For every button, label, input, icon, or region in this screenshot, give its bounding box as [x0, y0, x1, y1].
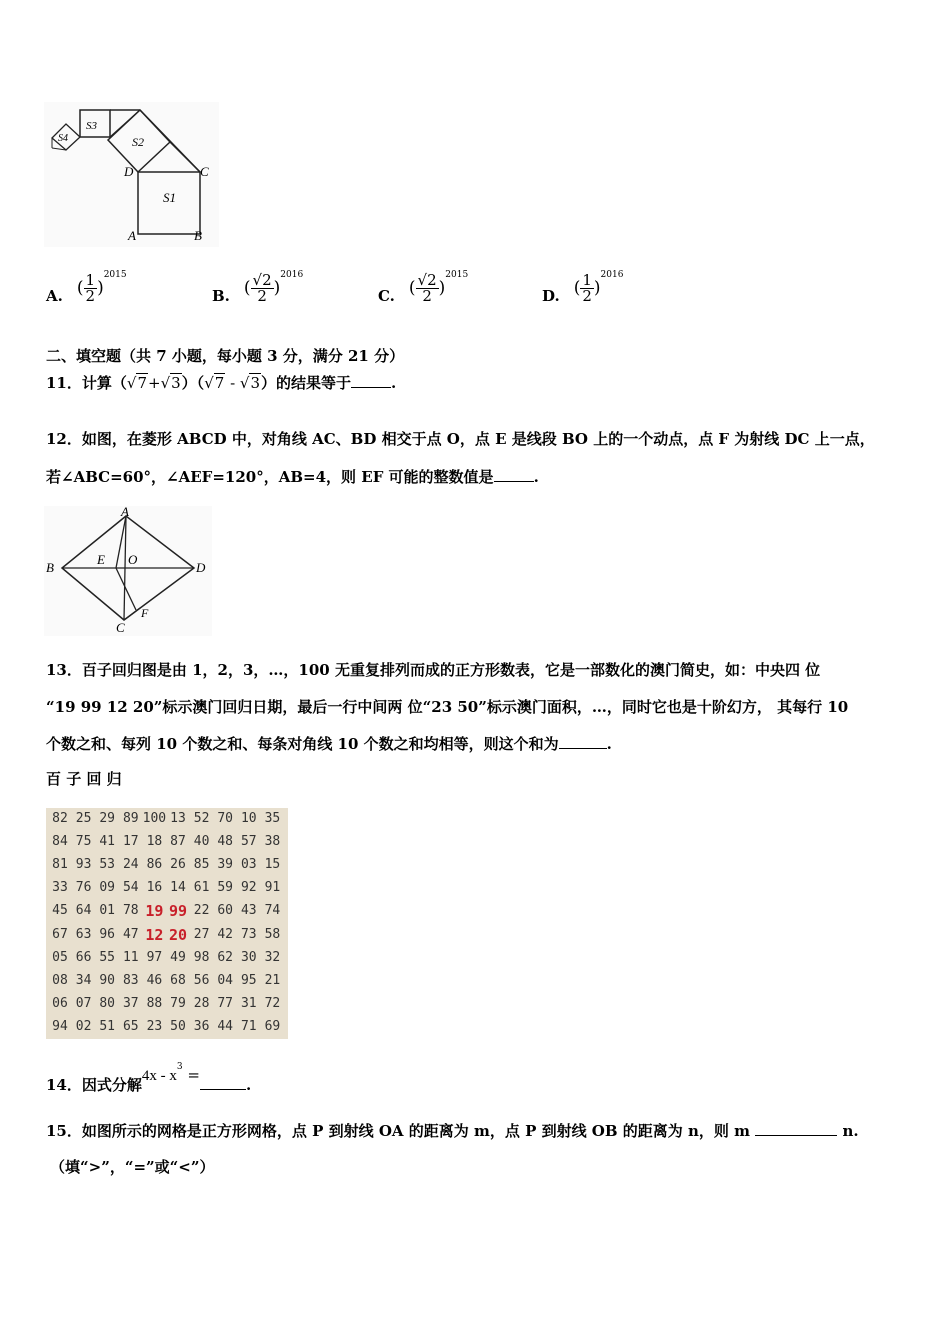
- magic-square-cell: 31: [240, 995, 257, 1011]
- question-15-line2: （填“>”，“=”或“<”）: [50, 1158, 215, 1176]
- rhombus-figure: [44, 506, 212, 636]
- magic-square-cell: 90: [99, 972, 116, 988]
- magic-square-cell: 03: [240, 857, 257, 873]
- option-b: B. ( $\frac{√2}{2}$ ) 2016: [212, 270, 304, 305]
- magic-square-cell: 95: [240, 972, 257, 988]
- answer-blank-12: [494, 481, 534, 482]
- fraction: $\frac{1}{2}$: [582, 270, 592, 305]
- option-letter: B.: [212, 287, 230, 305]
- label-A: A: [121, 506, 129, 519]
- magic-square-cell: 38: [264, 834, 281, 850]
- magic-square-cell: 52: [193, 811, 210, 826]
- magic-square-cell: 29: [99, 811, 116, 826]
- magic-square-cell: 67: [52, 926, 68, 942]
- magic-square-cell: 79: [170, 995, 186, 1011]
- question-11: 11．计算（√7+√3）（√7 - √3）的结果等于 .: [46, 374, 397, 392]
- magic-square-cell: 24: [122, 857, 139, 873]
- magic-square-cell: 17: [122, 834, 139, 850]
- fraction: $\frac{1}{2}$: [85, 270, 96, 305]
- label-B: B: [194, 228, 202, 243]
- magic-square-cell: 49: [170, 949, 186, 965]
- magic-square-cell: 75: [75, 834, 92, 850]
- figure-caption: 百 子 回 归: [46, 770, 122, 788]
- magic-square-cell: 20: [168, 925, 188, 944]
- magic-square-cell: 21: [264, 972, 281, 988]
- magic-square-cell: 30: [240, 949, 257, 965]
- magic-square-cell: 93: [75, 857, 92, 873]
- magic-square-cell: 64: [75, 903, 92, 919]
- option-letter: D.: [542, 287, 560, 305]
- magic-square-cell: 23: [146, 1018, 163, 1034]
- magic-square-cell: 54: [122, 880, 139, 896]
- magic-square-cell: 70: [217, 811, 234, 826]
- magic-square-image: [46, 808, 288, 1039]
- magic-square-cell: 59: [217, 880, 234, 896]
- label-s4: S4: [58, 133, 68, 144]
- magic-square-cell: 26: [170, 857, 186, 873]
- magic-square-cell: 42: [217, 926, 234, 942]
- magic-square-cell: 41: [99, 834, 116, 850]
- label-s3: S3: [86, 120, 97, 132]
- magic-square-cell: 09: [99, 880, 116, 896]
- magic-square-cell: 66: [75, 949, 92, 965]
- magic-square-cell: 84: [52, 834, 68, 850]
- magic-square-cell: 04: [217, 972, 234, 988]
- magic-square-cell: 85: [193, 857, 210, 873]
- exponent: 2016: [600, 270, 624, 280]
- question-15-line1: 15．如图所示的网格是正方形网格，点 P 到射线 OA 的距离为 m，点 P 到射线 OB 的距离为 n，则 m n.: [46, 1122, 859, 1140]
- label-C: C: [200, 164, 209, 179]
- answer-blank-11: [351, 387, 391, 388]
- magic-square-cell: 22: [193, 903, 210, 919]
- question-13-line3: 个数之和、每列 10 个数之和、每条对角线 10 个数之和均相等，则这个和为 .: [46, 735, 612, 753]
- magic-square-cell: 57: [240, 834, 257, 850]
- magic-square-cell: 01: [99, 903, 116, 919]
- label-s1: S1: [163, 190, 176, 205]
- fraction: $\frac{√2}{2}$: [417, 270, 437, 305]
- magic-square-cell: 15: [264, 857, 281, 873]
- magic-square-cell: 46: [146, 972, 163, 988]
- option-letter: C.: [378, 287, 395, 305]
- magic-square-cell: 10: [240, 811, 257, 826]
- magic-square-cell: 97: [146, 949, 163, 965]
- magic-square-cell: 63: [75, 926, 92, 942]
- magic-square-cell: 25: [75, 811, 92, 826]
- magic-square-cell: 60: [217, 903, 234, 919]
- label-C: C: [116, 620, 125, 635]
- magic-square-cell: 53: [99, 857, 116, 873]
- magic-square-cell: 91: [264, 880, 281, 896]
- magic-square-cell: 86: [146, 857, 163, 873]
- magic-square-cell: 19: [145, 902, 164, 921]
- label-s2: S2: [132, 135, 144, 149]
- magic-square-cell: 72: [264, 995, 281, 1011]
- answer-blank-15: [755, 1135, 837, 1136]
- magic-square-cell: 78: [122, 903, 139, 919]
- answer-blank-14: [200, 1089, 246, 1090]
- option-d: D. ( $\frac{1}{2}$ ) 2016: [542, 270, 624, 305]
- magic-square-cell: 94: [52, 1018, 68, 1034]
- exponent: 2015: [103, 270, 127, 280]
- option-a: A. ( $\frac{1}{2}$ ) 2015: [46, 270, 127, 305]
- magic-square-cell: 68: [170, 972, 186, 988]
- magic-square-cell: 88: [146, 995, 163, 1011]
- question-12-line1: 12．如图，在菱形 ABCD 中，对角线 AC、BD 相交于点 O，点 E 是线段 BO 上的一个动点，点 F 为射线 DC 上一点，: [46, 430, 875, 448]
- magic-square-cell: 16: [146, 880, 163, 896]
- magic-square-cell: 81: [52, 857, 68, 873]
- magic-square-cell: 33: [52, 880, 68, 896]
- magic-square-cell: 28: [193, 995, 210, 1011]
- magic-square-cell: 62: [217, 949, 234, 965]
- magic-square-cell: 61: [193, 880, 210, 896]
- magic-square-cell: 37: [122, 995, 139, 1011]
- magic-square-cell: 58: [264, 926, 281, 942]
- label-A: A: [128, 228, 136, 243]
- magic-square-cell: 27: [193, 926, 210, 942]
- label-D: D: [196, 560, 206, 575]
- label-B: B: [46, 560, 54, 575]
- magic-square-cell: 48: [217, 834, 234, 850]
- magic-square-cell: 100: [142, 811, 167, 826]
- magic-square-cell: 76: [75, 880, 92, 896]
- magic-square-cell: 36: [193, 1018, 210, 1034]
- magic-square-cell: 51: [99, 1018, 116, 1034]
- question-13-line2: “19 99 12 20”标示澳门回归日期，最后一行中间两 位“23 50”标示澳门面积，…，同时它也是十阶幻方， 其每行 10: [46, 698, 849, 716]
- magic-square-cell: 14: [170, 880, 186, 896]
- options-row: [46, 262, 746, 314]
- magic-square-cell: 35: [264, 811, 281, 826]
- option-letter: A.: [46, 287, 63, 305]
- magic-square-cell: 43: [240, 903, 257, 919]
- magic-square-cell: 74: [264, 903, 281, 919]
- magic-square-cell: 07: [75, 995, 92, 1011]
- magic-square-cell: 06: [52, 995, 68, 1011]
- label-F: F: [141, 606, 149, 620]
- label-D: D: [124, 164, 134, 179]
- magic-square-cell: 82: [52, 811, 68, 826]
- magic-square-cell: 89: [122, 811, 139, 826]
- magic-square-cell: 69: [264, 1018, 281, 1034]
- magic-square-cell: 83: [122, 972, 139, 988]
- section-heading: 二、填空题（共 7 小题，每小题 3 分，满分 21 分）: [46, 347, 405, 365]
- magic-square-cell: 13: [170, 811, 186, 826]
- magic-square-cell: 71: [240, 1018, 257, 1034]
- exponent: 2016: [280, 270, 304, 280]
- exponent: 2015: [445, 270, 469, 280]
- magic-square-cell: 55: [99, 949, 116, 965]
- magic-square-cell: 98: [193, 949, 210, 965]
- question-13-line1: 13．百子回归图是由 1，2，3，…，100 无重复排列而成的正方形数表，它是一部数化的澳门简史，如：中央四 位: [46, 661, 821, 679]
- magic-square-cell: 47: [122, 926, 139, 942]
- magic-square-cell: 44: [217, 1018, 234, 1034]
- sqrt-symbol: √7: [126, 374, 147, 392]
- magic-square-cell: 05: [52, 949, 68, 965]
- magic-square-cell: 73: [240, 926, 257, 942]
- magic-square-cell: 34: [75, 972, 92, 988]
- fraction: $\frac{√2}{2}$: [252, 270, 272, 305]
- question-12-line2: 若∠ABC=60°，∠AEF=120°，AB=4，则 EF 可能的整数值是 .: [46, 468, 539, 486]
- magic-square-cell: 45: [52, 903, 68, 919]
- magic-square-cell: 02: [75, 1018, 92, 1034]
- magic-square-cell: 92: [240, 880, 257, 896]
- answer-blank-13: [559, 748, 607, 749]
- option-c: C. ( $\frac{√2}{2}$ ) 2015: [378, 270, 469, 305]
- q11-prefix: 11．计算（: [46, 374, 127, 392]
- magic-square-cell: 12: [145, 925, 164, 944]
- magic-square-cell: 87: [170, 834, 186, 850]
- magic-square-cell: 11: [122, 949, 139, 965]
- magic-square-cell: 18: [146, 834, 163, 850]
- magic-square-cell: 08: [52, 972, 68, 988]
- question-14: 14．因式分解$4x - x^3$ =.: [46, 1062, 252, 1094]
- magic-square-cell: 56: [193, 972, 210, 988]
- magic-square-cell: 39: [217, 857, 234, 873]
- magic-square-cell: 99: [168, 902, 188, 921]
- magic-square-cell: 96: [99, 926, 116, 942]
- magic-square-cell: 80: [99, 995, 116, 1011]
- magic-square-cell: 65: [122, 1018, 139, 1034]
- squares-figure: [44, 102, 219, 247]
- magic-square-cell: 40: [193, 834, 210, 850]
- magic-square-cell: 77: [217, 995, 234, 1011]
- label-O: O: [128, 552, 138, 567]
- magic-square-cell: 32: [264, 949, 281, 965]
- magic-square-cell: 50: [170, 1018, 186, 1034]
- label-E: E: [97, 552, 105, 567]
